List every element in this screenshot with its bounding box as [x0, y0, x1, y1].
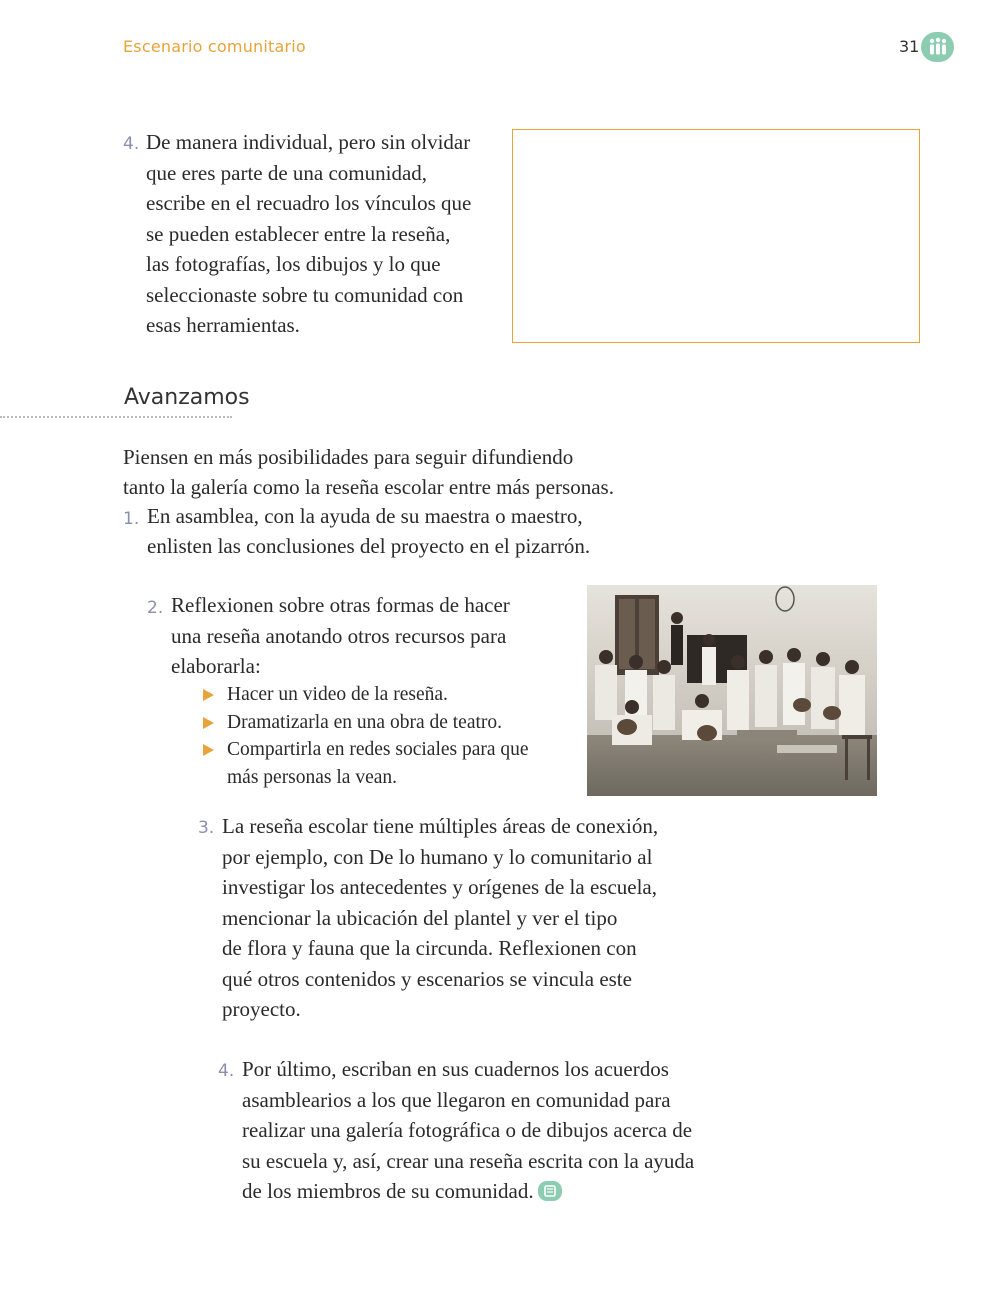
text-line: qué otros contenidos y escenarios se vincula este	[222, 966, 632, 991]
text-line: Piensen en más posibilidades para seguir difundiendo	[123, 445, 574, 469]
page-number: 31	[899, 37, 920, 56]
text-line: tanto la galería como la reseña escolar entre más personas.	[123, 475, 614, 499]
text-line: asamblearios a los que llegaron en comunidad para	[242, 1087, 671, 1112]
text-line: La reseña escolar tiene múltiples áreas de conexión,	[222, 814, 659, 838]
text-line: De manera individual, pero sin olvidar	[146, 130, 471, 154]
text-line: investigar los antecedentes y orígenes de la escuela,	[222, 875, 657, 899]
chapter-title: Escenario comunitario	[123, 37, 306, 56]
text-line: realizar una galería fotográfica o de dibujos acerca de	[242, 1118, 693, 1142]
text-line: se pueden establecer entre la reseña,	[146, 221, 451, 246]
community-icon	[921, 32, 954, 62]
activity-4-text	[146, 127, 471, 341]
text-line: proyecto.	[222, 997, 301, 1021]
bullet-text: Hacer un video de la reseña.	[227, 684, 448, 705]
section-title: Avanzamos	[124, 385, 250, 410]
list-item	[203, 709, 529, 737]
bullet-text: Dramatizarla en una obra de teatro.	[227, 711, 503, 733]
item-number: 3.	[198, 818, 215, 838]
text-line: escribe en el recuadro los vínculos que	[146, 191, 472, 215]
text-line: una reseña anotando otros recursos para	[171, 623, 507, 648]
item-number: 1.	[123, 509, 140, 529]
item-1-text	[147, 501, 590, 561]
item-number: 4.	[218, 1061, 235, 1081]
text-line: En asamblea, con la ayuda de su maestra o maestro,	[147, 504, 583, 528]
list-item	[203, 736, 529, 791]
text-line: seleccionaste sobre tu comunidad con	[146, 282, 464, 307]
item-4-text	[242, 1054, 694, 1207]
text-line	[242, 1176, 694, 1207]
text-line: de flora y fauna que la circunda. Reflexionen con	[222, 936, 637, 960]
arrow-bullet-icon	[203, 744, 214, 756]
text-line: que eres parte de una comunidad,	[146, 160, 428, 185]
text-line: su escuela y, así, crear una reseña escrita con la ayuda	[242, 1148, 695, 1173]
item-number: 4.	[123, 134, 140, 154]
text-line: las fotografías, los dibujos y lo que	[146, 252, 441, 276]
text-line-last: de los miembros de su comunidad.	[242, 1179, 534, 1203]
arrow-bullet-icon	[203, 689, 214, 701]
bullet-text: Compartirla en redes sociales para que	[227, 739, 529, 760]
text-line: enlisten las conclusiones del proyecto en el pizarrón.	[147, 534, 591, 558]
arrow-bullet-icon	[203, 717, 214, 729]
text-line: mencionar la ubicación del plantel y ver el tipo	[222, 905, 618, 930]
item-2-text	[171, 590, 510, 682]
text-line: por ejemplo, con De lo humano y lo comunitario al	[222, 844, 653, 869]
answer-box[interactable]	[512, 129, 920, 343]
bullet-list	[203, 681, 529, 791]
text-line: elaborarla:	[171, 654, 261, 678]
notebook-icon	[538, 1181, 562, 1201]
section-divider	[0, 416, 232, 418]
list-item	[203, 681, 529, 709]
section-intro	[123, 442, 614, 502]
item-number: 2.	[147, 598, 164, 618]
text-line: Reflexionen sobre otras formas de hacer	[171, 593, 510, 617]
text-line: Por último, escriban en sus cuadernos los acuerdos	[242, 1057, 669, 1081]
item-3-text	[222, 811, 658, 1025]
historic-photo	[587, 585, 877, 796]
text-line: esas herramientas.	[146, 313, 300, 337]
bullet-text: más personas la vean.	[227, 766, 398, 788]
